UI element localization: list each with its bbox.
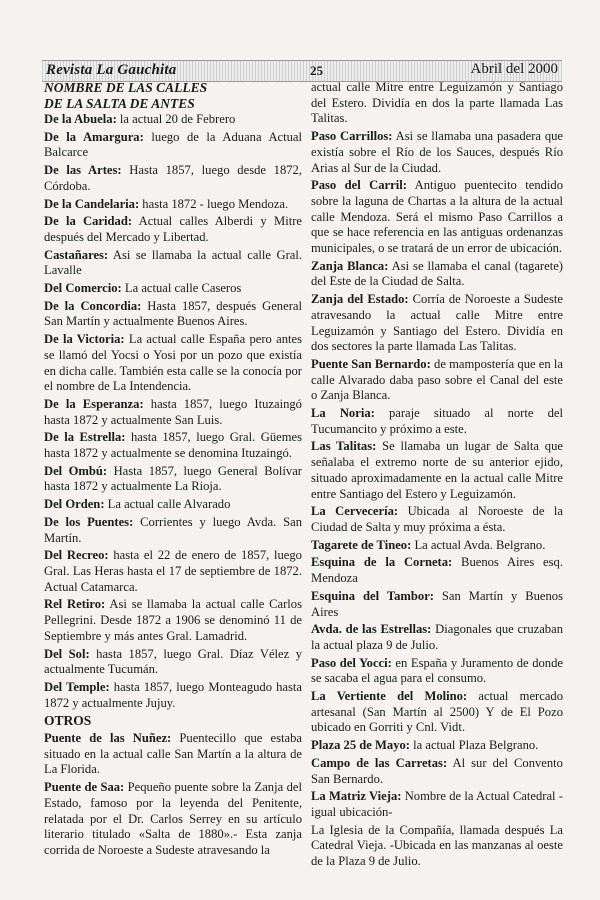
street-name: Del Comercio: [44, 281, 122, 296]
place-description: Corría de Noroeste a Sudeste atravesando la actual calle Mitre entre Leguizamón y Santiago del Estero. Dividía en dos sectores la parte llamada Las Talitas. [311, 292, 563, 354]
place-name: Zanja Blanca: [311, 258, 389, 273]
place-description: Asi se llamaba una pasadera que existía sobre el Río de los Sauces, después Río Arias al Sur de la Ciudad. [311, 129, 563, 175]
place-entry [311, 439, 563, 502]
place-name: Esquina de la Corneta: [311, 555, 453, 570]
closing-text: La Iglesia de la Compañía, llamada después La Catedral Vieja. -Ubicada en las manzanas al oeste de la Plaza 9 de Julio. [311, 822, 563, 869]
place-entry [44, 780, 302, 859]
street-entry [44, 248, 302, 279]
article-title-line-1: NOMBRE DE LAS CALLES [44, 80, 208, 95]
place-name: Zanja del Estado: [311, 292, 409, 307]
street-description: hasta 1872 - luego Mendoza. [139, 196, 289, 211]
street-description: Hasta 1857, después General San Martín y actualmente Buenos Aires. [44, 298, 302, 329]
street-description: hasta 1857, luego Ituzaingó hasta 1872 y actualmente San Luis. [44, 396, 302, 427]
street-description: La actual calle Alvarado [104, 497, 231, 512]
otros-heading: OTROS [44, 713, 92, 729]
street-entry [44, 647, 302, 678]
place-description: Asi se llamaba el canal (tagarete) del Este de la Ciudad de Salta. [311, 258, 563, 289]
place-description: en España y Juramento de donde se sacaba el agua para el consumo. [311, 655, 563, 686]
place-entry [311, 789, 563, 820]
place-name: La Matriz Vieja: [311, 789, 402, 804]
place-name: Campo de las Carretas: [311, 755, 448, 770]
street-name: De la Caridad: [44, 214, 133, 229]
place-description: Se llamaba un lugar de Salta que señalaba el extremo norte de su anterior ejido, situado aproximadamente en la actual calle Mitre entre Santiago del Estero y Leguizamón. [311, 439, 563, 501]
street-entry [44, 548, 302, 595]
street-name: Del Sol: [44, 646, 90, 661]
place-name: Las Talitas: [311, 439, 377, 454]
street-entry [44, 680, 302, 711]
place-description: Antiguo puentecito tendido sobre la laguna de Chartas a la altura de la actual calle Mendoza. Será el mismo Paso Carrillos a que se hace referencia en las antiguas ordenanzas municipales, o se tratará de un error de ubicación. [311, 178, 563, 256]
place-entry [311, 292, 563, 355]
street-name: De la Victoria: [44, 332, 125, 347]
street-entry [44, 299, 302, 330]
place-description: Al sur del Convento San Bernardo. [311, 755, 563, 786]
street-entry [44, 112, 302, 128]
place-entry [311, 589, 563, 620]
place-entry [311, 756, 563, 787]
street-entry [44, 332, 302, 395]
street-entry [44, 397, 302, 428]
place-name: Puente San Bernardo: [311, 356, 431, 371]
street-name: De la Esperanza: [44, 396, 144, 411]
street-name: Del Recreo: [44, 548, 109, 563]
street-name: De la Concordia: [44, 298, 142, 313]
place-description: Buenos Aires esq. Mendoza [311, 555, 563, 586]
street-entry [44, 497, 302, 513]
place-entry [311, 689, 563, 736]
place-name: La Cervecería: [311, 504, 399, 519]
place-entry [311, 622, 563, 653]
place-name: La Noria: [311, 406, 375, 421]
street-description: Asi se llamaba la actual calle Gral. Lavalle [44, 247, 302, 278]
place-entry [311, 504, 563, 535]
street-description: la actual 20 de Febrero [116, 112, 236, 126]
place-description: actual mercado artesanal (San Martín al 2500) Y de El Pozo ubicado en Gorriti y Cnl. Vidt. [311, 689, 564, 735]
page-header [42, 60, 562, 82]
place-name: La Vertiente del Molino: [311, 689, 468, 704]
street-name: De la Candelaria: [44, 196, 140, 211]
place-entry [311, 178, 563, 257]
street-entry [44, 281, 302, 297]
place-description: la actual Plaza Belgrano. [409, 738, 539, 753]
street-name: Del Orden: [44, 497, 105, 512]
street-name: De la Estrella: [44, 430, 126, 445]
street-description: Hasta 1857, luego desde 1872, Córdoba. [44, 163, 302, 193]
street-description: hasta el 22 de enero de 1857, luego Gral. Las Heras hasta el 17 de septiembre de 1872. Actual Catamarca. [44, 548, 302, 594]
place-name: Paso del Carril: [311, 178, 407, 193]
place-entry [311, 406, 563, 437]
place-name: Esquina del Tambor: [311, 588, 434, 603]
street-entry [44, 197, 302, 213]
place-name: Puente de Saa: [44, 780, 125, 795]
street-name: Del Ombú: [44, 463, 108, 478]
place-name: Paso del Yocci: [311, 655, 392, 670]
street-description: hasta 1857, luego Gral. Díaz Vélez y actualmente Tucumán. [44, 646, 302, 677]
place-entry [311, 259, 563, 290]
place-name: Paso Carrillos: [311, 129, 393, 144]
street-entry [44, 163, 302, 194]
place-description: Pequeño puente sobre la Zanja del Estado, famoso por la leyenda del Penitente, relatada por el Dr. Carlos Serrey en su artículo literario titulado «Salta de 1880».- Esta zanja corrida de Noroeste a Sudeste atravesando la [44, 780, 302, 857]
place-description: Nombre de la Actual Catedral -igual ubicación- [311, 789, 563, 819]
place-description: de mampostería que en la calle Alvarado daba paso sobre el Canal del este o Zanja Blanca. [311, 356, 563, 403]
place-description: La actual Avda. Belgrano. [411, 537, 546, 552]
place-name: Puente de las Nuñez: [44, 731, 172, 746]
street-entry [44, 515, 302, 546]
place-entry [311, 738, 563, 754]
issue-date: Abril del 2000 [470, 61, 558, 77]
street-entry [44, 464, 302, 495]
street-name: De los Puentes: [44, 514, 134, 529]
place-name: Plaza 25 de Mayo: [311, 738, 410, 753]
right-column [311, 80, 563, 872]
place-entry [311, 656, 563, 687]
place-entry [311, 538, 563, 554]
street-description: hasta 1857, luego Gral. Güemes hasta 1872 y actualmente se denomina Ituzaingó. [44, 430, 302, 461]
place-entry [311, 555, 563, 586]
street-entry [44, 130, 302, 161]
street-description: La actual calle España pero antes se llamó del Yocsi o Yosi por un pozo que existía en dicha calle. También esta calle se la conocía por el nombre de La Intendencia. [44, 332, 302, 394]
street-name: De las Artes: [44, 163, 122, 178]
continued-text: actual calle Mitre entre Leguizamón y Santiago del Estero. Dividía en dos la parte llamada Las Talitas. [311, 80, 563, 126]
street-name: Castañares: [44, 247, 109, 262]
street-entry [44, 597, 302, 644]
page-number: 25 [310, 63, 323, 78]
street-entry [44, 430, 302, 461]
place-name: Tagarete de Tineo: [311, 537, 412, 552]
place-description: Ubicada al Noroeste de la Ciudad de Salta y muy próxima a ésta. [311, 504, 564, 534]
street-description: La actual calle Caseros [121, 281, 242, 296]
place-entry [311, 357, 563, 404]
place-name: Avda. de las Estrellas: [311, 622, 432, 637]
street-description: luego de la Aduana Actual Balcarce [44, 129, 303, 160]
street-description: Hasta 1857, luego General Bolívar hasta 1872 y actualmente La Rioja. [44, 463, 302, 494]
street-name: Del Temple: [44, 679, 110, 694]
street-description: Asi se llamaba la actual calle Carlos Pellegrini. Desde 1872 a 1906 se denominó 11 de Septiembre y más antes Gral. Lamadrid. [44, 597, 302, 643]
place-description: San Martín y Buenos Aires [311, 588, 564, 619]
street-name: Rel Retiro: [44, 597, 106, 612]
street-description: Corrientes y luego Avda. San Martín. [44, 514, 302, 545]
street-description: hasta 1857, luego Monteagudo hasta 1872 y actualmente Jujuy. [44, 679, 302, 710]
street-name: De la Amargura: [44, 129, 144, 144]
place-entry [311, 129, 563, 176]
place-description: paraje situado al norte del Tucumancito y próximo a este. [311, 406, 563, 436]
street-description: Actual calles Alberdi y Mitre después del Mercado y Libertad. [44, 214, 302, 244]
street-entry [44, 214, 302, 245]
street-name: De la Abuela: [44, 112, 117, 126]
place-description: Diagonales que cruzaban la actual plaza 9 de Julio. [311, 622, 563, 652]
place-entry [44, 731, 302, 778]
article-title-line-2: DE LA SALTA DE ANTES [44, 96, 195, 111]
place-description: Puentecillo que estaba situado en la actual calle San Martín a la altura de La Florida. [44, 731, 302, 777]
left-column [44, 80, 302, 861]
magazine-title: Revista La Gauchita [46, 62, 177, 78]
